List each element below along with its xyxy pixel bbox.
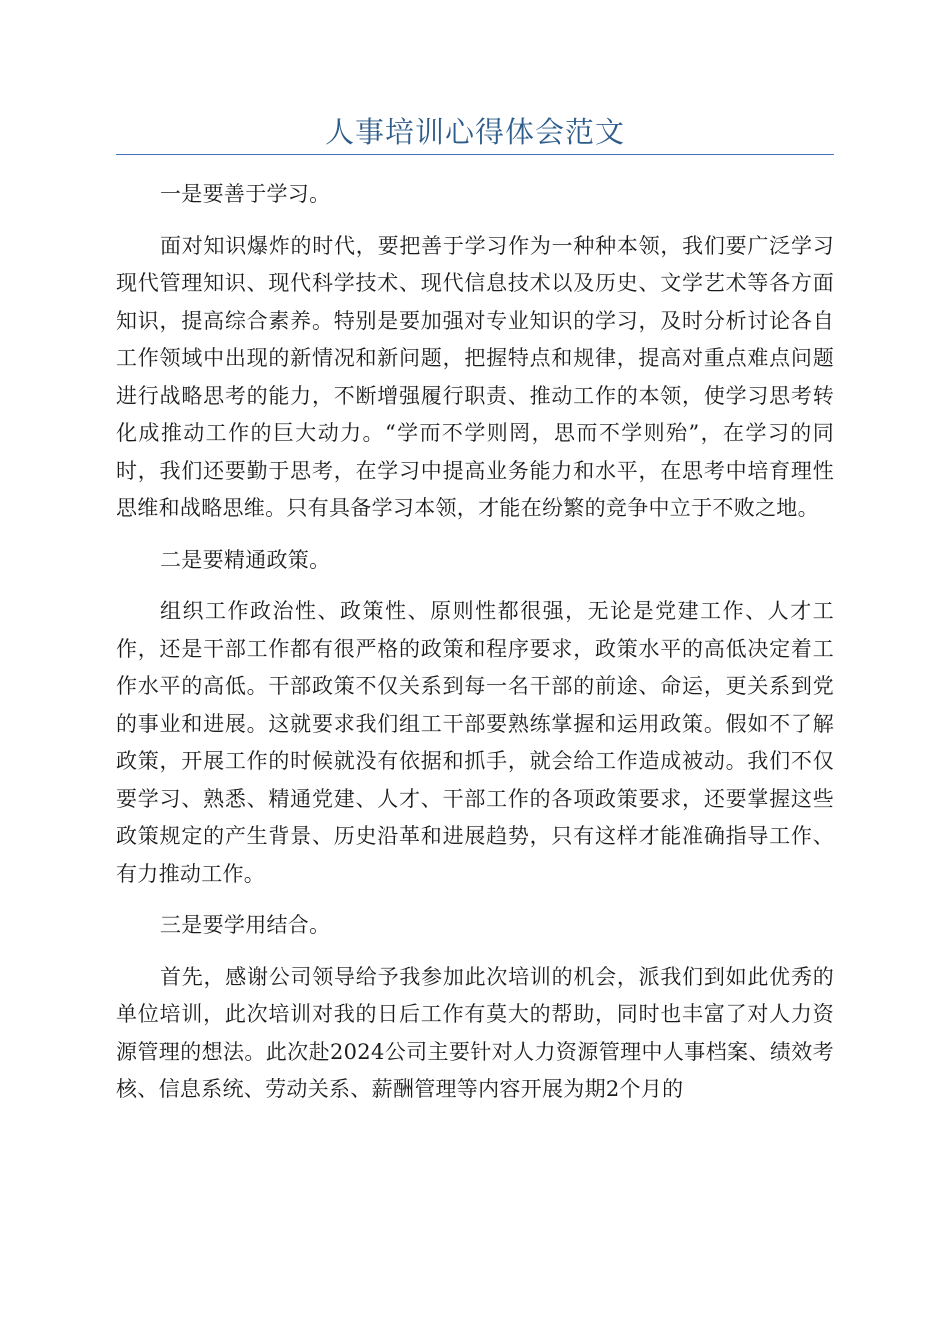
document-title: 人事培训心得体会范文 <box>324 115 625 149</box>
section-heading: 三是要学用结合。 <box>160 913 331 937</box>
section-paragraph: 面对知识爆炸的时代，要把善于学习作为一种种本领，我们要广泛学习现代管理知识、现代科学技术、现代信息技术以及历史、文学艺术等各方面知识，提高综合素养。特别是要加强对专业知识的学习，及时分析讨论各自工作领域中出现的新情况和新问题，把握特点和规律，提高对重点难点问题进行战略思考的能力，不断增强履行职责、推动工作的本领，使学习思考转化成推动工作的巨大动力。“学而不学则罔，思而不学则殆”，在学习的同时，我们还要勤于思考，在学习中提高业务能力和水平，在思考中培育理性思维和战略思维。只有具备学习本领，才能在纷繁的竞争中立于不败之地。 <box>116 233 834 520</box>
section-heading: 二是要精通政策。 <box>160 547 331 572</box>
section-heading: 一是要善于学习。 <box>160 182 331 206</box>
document-body <box>116 146 834 1109</box>
section-paragraph: 首先，感谢公司领导给予我参加此次培训的机会，派我们到如此优秀的单位培训，此次培训对我的日后工作有莫大的帮助，同时也丰富了对人力资源管理的想法。此次赴2024公司主要针对人力资源管理中人事档案、绩效考核、信息系统、劳动关系、薪酬管理等内容开展为期2个月的 <box>116 964 834 1101</box>
section-paragraph: 组织工作政治性、政策性、原则性都很强，无论是党建工作、人才工作，还是干部工作都有很严格的政策和程序要求，政策水平的高低决定着工作水平的高低。干部政策不仅关系到每一名干部的前途、命运，更关系到党的事业和进展。这就要求我们组工干部要熟练掌握和运用政策。假如不了解政策，开展工作的时候就没有依据和抓手，就会给工作造成被动。我们不仅要学习、熟悉、精通党建、人才、干部工作的各项政策要求，还要掌握这些政策规定的产生背景、历史沿革和进展趋势，只有这样才能准确指导工作、有力推动工作。 <box>116 599 834 886</box>
